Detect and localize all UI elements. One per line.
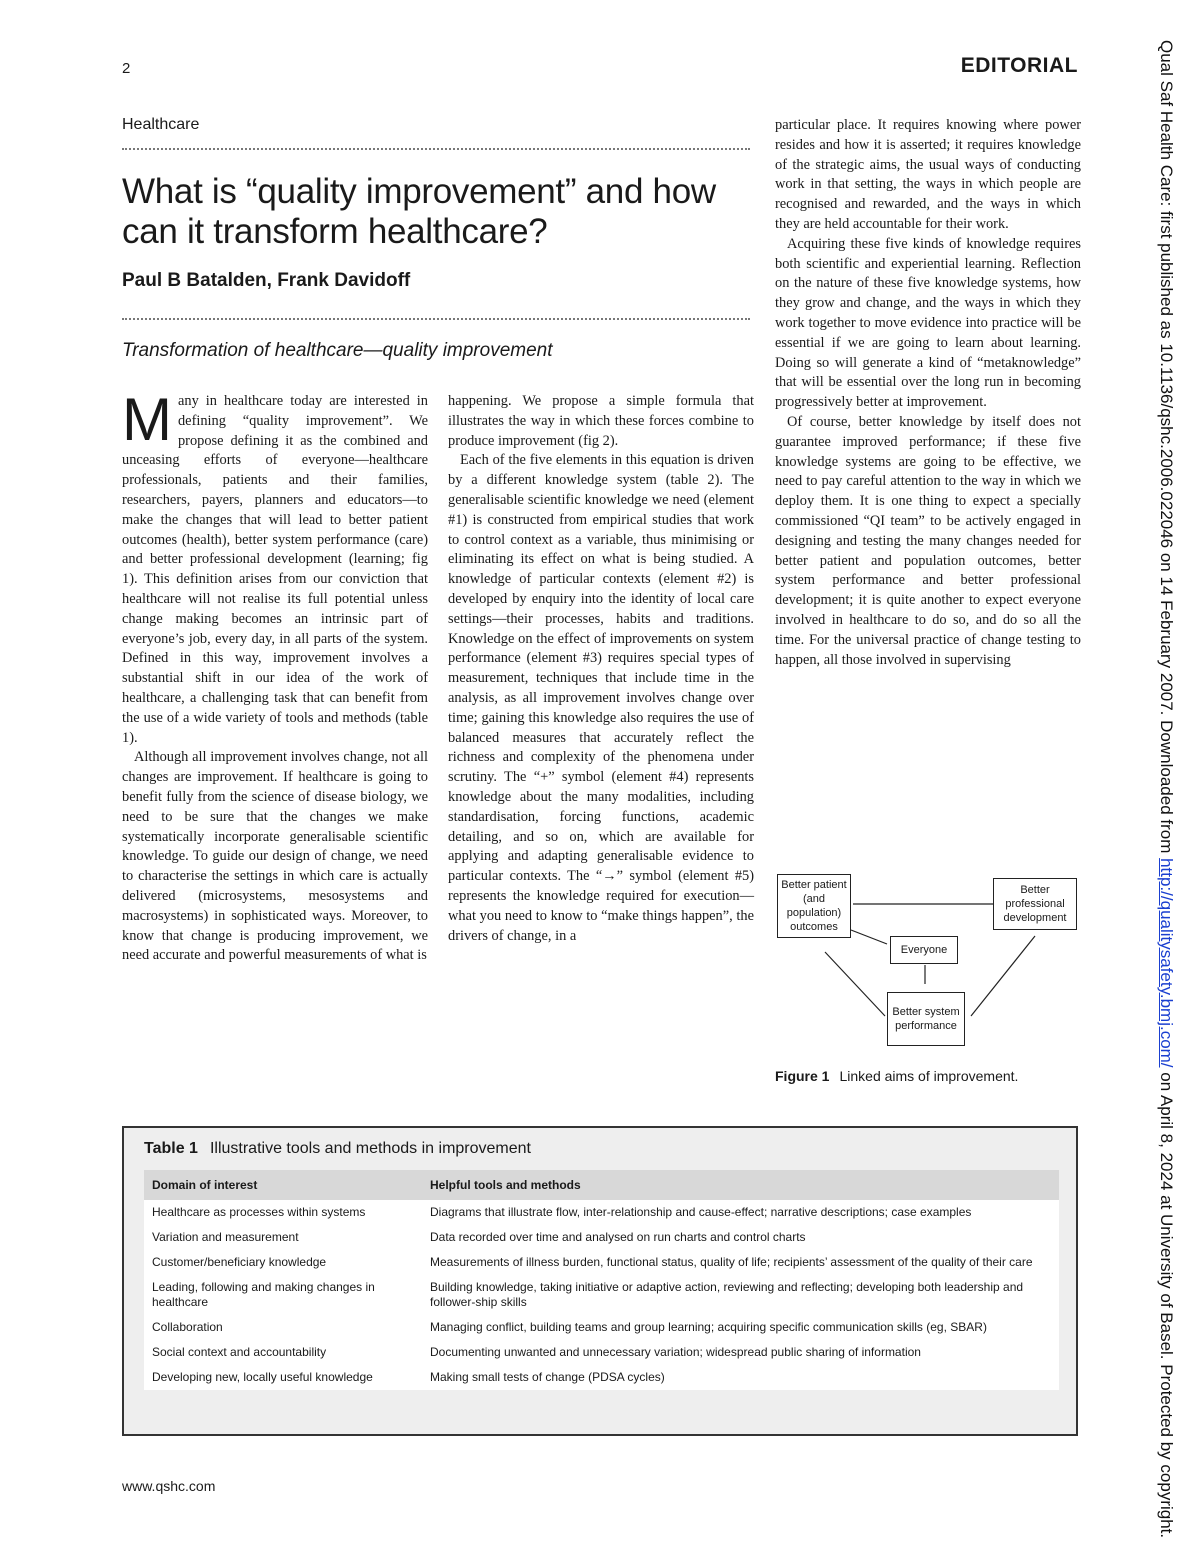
dotted-divider — [122, 148, 750, 150]
side-notice — [1156, 40, 1176, 1540]
connector-line — [851, 930, 887, 944]
table-row — [144, 1340, 1059, 1365]
table-cell: Diagrams that illustrate flow, inter-relationship and cause-effect; narrative descriptions; case examples — [430, 1205, 972, 1219]
body-column-2 — [448, 392, 754, 946]
body-paragraph: Acquiring these five kinds of knowledge requires both scientific and experiential learning. Reflection on the nature of these five knowledge systems, how they grow and change, and the ways in which they work together to move evidence into practice will be essential if we are going to learn about learning. Doing so will generate a kind of “metaknowledge” that will be essential over the long run in becoming progressively better at improvement. — [775, 235, 1081, 411]
connector-line — [971, 936, 1035, 1016]
figure-caption-text: Linked aims of improvement. — [839, 1068, 1019, 1084]
body-paragraph: Although all improvement involves change, not all changes are improvement. If healthcare is going to benefit fully from the science of disease biology, we need to be sure that the changes we make systematically incorporate generalisable scientific knowledge. To guide our design of change, we need to characterise the settings in which care is actually delivered (microsystems, mesosystems and macrosystems) in sophisticated ways. Moreover, to know that change is producing improvement, we need accurate and powerful measurements of what is — [122, 749, 428, 964]
article-category: Healthcare — [122, 116, 200, 133]
node-everyone: Everyone — [890, 936, 958, 964]
body-column-1 — [122, 386, 428, 966]
table-row — [144, 1365, 1059, 1390]
table-1 — [122, 1126, 1078, 1436]
table-cell: Making small tests of change (PDSA cycles) — [430, 1370, 665, 1384]
table-cell: Collaboration — [152, 1320, 223, 1334]
footer-url: www.qshc.com — [122, 1478, 216, 1494]
table-title-text: Illustrative tools and methods in improvement — [209, 1140, 531, 1157]
table-header-row — [144, 1170, 1059, 1200]
figure-label: Figure 1 — [775, 1068, 830, 1084]
table-row — [144, 1200, 1059, 1225]
paragraph-text: any in healthcare today are interested in defining “quality improvement”. We propose defining it as the combined and unceasing efforts of everyone—healthcare professionals, patients and their families, researchers, payers, planners and educators—to make the changes that will lead to better patient outcomes (health), better system performance (care) and better professional development (learning; fig 1). This definition arises from our conviction that healthcare will not realise its full potential unless change making becomes an intrinsic part of everyone’s job, every day, in all parts of the system. Defined in this way, improvement involves a substantial shift in our idea of the work of healthcare, a challenging task that can benefit from the use of a wide variety of tools and methods (table 1). — [122, 393, 428, 746]
body-paragraph: particular place. It requires knowing where power resides and how it is asserted; it requires knowledge of the strategic aims, the usual ways of conducting work in that setting, the ways in which people are recognised and rewarded, and the ways in which they are held accountable for their work. — [775, 117, 1081, 232]
tools-table — [144, 1170, 1059, 1390]
column-header: Helpful tools and methods — [422, 1170, 1059, 1200]
node-professional-development: Better professional development — [993, 878, 1077, 930]
table-cell: Customer/beneficiary knowledge — [152, 1255, 327, 1269]
article-authors: Paul B Batalden, Frank Davidoff — [122, 270, 411, 291]
side-notice-prefix: Qual Saf Health Care: first published as 10.1136/qshc.2006.022046 on 14 February 2007. Downloaded from — [1157, 40, 1176, 859]
table-cell: Data recorded over time and analysed on run charts and control charts — [430, 1230, 806, 1244]
table-cell: Developing new, locally useful knowledge — [152, 1370, 373, 1384]
table-label: Table 1 — [144, 1140, 198, 1157]
table-cell: Measurements of illness burden, functional status, quality of life; recipients’ assessment of the quality of their care — [430, 1255, 1033, 1269]
table-row — [144, 1225, 1059, 1250]
table-title — [144, 1140, 531, 1158]
side-notice-suffix: on April 8, 2024 at University of Basel. Protected by copyright. — [1157, 1067, 1176, 1539]
section-label: EDITORIAL — [960, 54, 1078, 77]
body-paragraph: Each of the five elements in this equation is driven by a different knowledge system (table 2). The generalisable scientific knowledge we need (element #1) is constructed from empirical studies that work to control context as a variable, thus minimising or eliminating its effect on what is being studied. A knowledge of particular contexts (element #2) is developed by enquiry into the identity of local care settings—their processes, habits and traditions. Knowledge on the effect of improvements on system performance (element #3) requires special types of measurement, techniques that include time in the analysis, as all improvement involves change over time; gaining this knowledge also requires the use of balanced measures that accurately reflect the richness and complexity of the phenomena under scrutiny. The “+” symbol (element #4) represents knowledge about the many modalities, including standardisation, forcing functions, academic detailing, and so on, which are available for applying and adapting generalisable evidence to particular contexts. The “→” symbol (element #5) represents the knowledge required for execution—what you need to know to “make things happen”, the drivers of change, in a — [448, 452, 754, 944]
page-number: 2 — [122, 60, 131, 77]
table-row — [144, 1275, 1059, 1315]
node-patient-outcomes: Better patient (and population) outcomes — [777, 874, 851, 938]
column-header: Domain of interest — [144, 1170, 422, 1200]
connector-line — [825, 952, 885, 1016]
table-row — [144, 1315, 1059, 1340]
table-cell: Building knowledge, taking initiative or adaptive action, reviewing and reflecting; developing both leadership and follower-ship skills — [430, 1280, 1024, 1309]
table-cell: Variation and measurement — [152, 1230, 299, 1244]
figure-1 — [775, 868, 1080, 1068]
table-row — [144, 1250, 1059, 1275]
body-paragraph: Of course, better knowledge by itself does not guarantee improved performance; if these five knowledge systems are going to be effective, we need to pay careful attention to the way in which we deploy them. It is one thing to expect a specially commissioned “QI team” to be actively engaged in designing and testing the many changes needed for better patient and population outcomes, better system performance and better professional development; it is quite another to expect everyone involved in healthcare to do so, and do so all the time. For the universal practice of change testing to happen, all those involved in supervising — [775, 413, 1081, 668]
figure-caption — [775, 1068, 1018, 1084]
dotted-divider — [122, 318, 750, 320]
drop-cap: M — [122, 386, 172, 453]
body-paragraph: happening. We propose a simple formula that illustrates the way in which these forces combine to produce improvement (fig 2). — [448, 393, 754, 449]
table-cell: Leading, following and making changes in healthcare — [152, 1280, 375, 1309]
article-title: What is “quality improvement” and how can it transform healthcare? — [122, 172, 716, 251]
article-subheading: Transformation of healthcare—quality improvement — [122, 340, 553, 361]
body-paragraph — [122, 386, 428, 748]
table-cell: Healthcare as processes within systems — [152, 1205, 366, 1219]
body-column-3 — [775, 116, 1081, 670]
table-cell: Social context and accountability — [152, 1345, 327, 1359]
table-cell: Managing conflict, building teams and group learning; acquiring specific communication skills (eg, SBAR) — [430, 1320, 987, 1334]
table-cell: Documenting unwanted and unnecessary variation; widespread public sharing of information — [430, 1345, 921, 1359]
side-notice-link[interactable]: http://qualitysafety.bmj.com/ — [1157, 858, 1176, 1068]
node-system-performance: Better system performance — [887, 992, 965, 1046]
